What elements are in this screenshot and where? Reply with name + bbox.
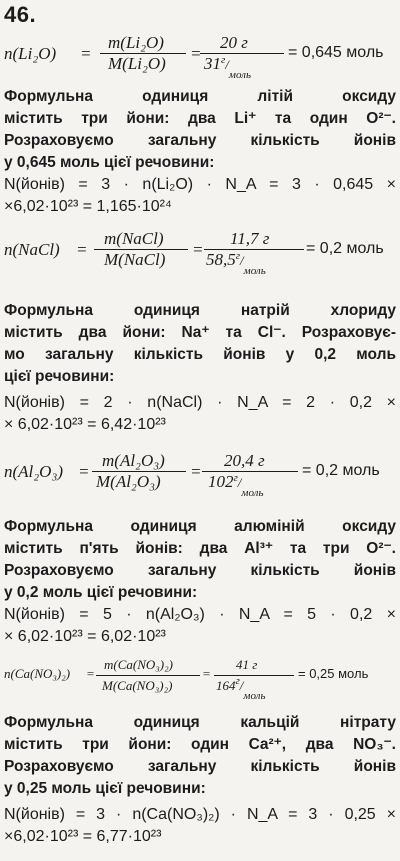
formula-equals: =: [80, 44, 92, 63]
fraction-bar: [214, 675, 294, 676]
formula-result: = 0,645 моль: [288, 44, 384, 61]
ion-line: ×6,02·10²³ = 6,77·10²³: [4, 828, 162, 845]
formula-lhs: n(Li₂O): [4, 44, 57, 63]
formula-equals: =: [202, 666, 211, 681]
ion-calculation-cano32: [4, 804, 396, 848]
formula-equals: =: [192, 240, 204, 259]
problem-number: 46.: [4, 2, 37, 27]
ion-line: N(йонів) = 3 · n(Ca(NO₃)₂) · N_A = 3 · 0,25 ×: [4, 806, 396, 823]
formula-result: = 0,2 моль: [302, 462, 380, 479]
formula-lhs: n(Al₂O₃): [4, 462, 64, 481]
text-line: містить два йони: Na⁺ та Cl⁻. Розраховує-: [4, 324, 396, 341]
formula-cano32: [4, 656, 396, 702]
value-numerator: 20,4 г: [224, 451, 265, 470]
explanation-li2o: [4, 86, 396, 174]
ion-line: N(йонів) = 5 · n(Al₂O₃) · N_A = 5 · 0,2 ×: [4, 606, 396, 623]
text-line: Формульна одиниця натрій хлориду: [4, 302, 396, 319]
ion-calculation-li2o: [4, 174, 396, 218]
value-denominator: $58,5^г/_{моль}$: [206, 250, 266, 277]
text-line: Розраховуємо загальну кількість йонів: [4, 758, 396, 775]
text-line: містить п'ять йонів: два Al³⁺ та три O²⁻.: [4, 540, 396, 557]
value-numerator: 41 г: [236, 657, 258, 672]
text-line: у 0,25 моль цієї речовини:: [4, 780, 206, 797]
fraction-denominator: M(Li₂O): [108, 54, 166, 73]
formula-lhs: n(NaCl): [4, 240, 60, 259]
formula-nacl: [4, 229, 396, 277]
text-line: у 0,2 моль цієї речовини:: [4, 584, 198, 601]
fraction-numerator: m(Li₂O): [108, 33, 164, 52]
text-line: Формульна одиниця кальцій нітрату: [4, 714, 396, 731]
formula-equals: =: [78, 462, 90, 481]
value-denominator: $164^г/_{моль}$: [216, 675, 266, 702]
value-numerator: 11,7 г: [230, 229, 270, 248]
formula-result: = 0,2 моль: [306, 240, 384, 257]
explanation-al2o3: [4, 516, 396, 604]
formula-lhs: n(Ca(NO₃)₂): [4, 666, 71, 681]
ion-line: N(йонів) = 2 · n(NaCl) · N_A = 2 · 0,2 ×: [4, 394, 396, 411]
formula-li2o: [4, 33, 396, 81]
ion-line: ×6,02·10²³ = 1,165·10²⁴: [4, 198, 172, 215]
value-denominator: $102^г/_{моль}$: [208, 472, 264, 499]
ion-calculation-nacl: [4, 392, 396, 436]
formula-al2o3: [4, 451, 396, 499]
ion-line: × 6,02·10²³ = 6,42·10²³: [4, 416, 166, 433]
formula-equals: =: [190, 44, 202, 63]
formula-result: = 0,25 моль: [298, 666, 369, 681]
text-line: Формульна одиниця літій оксиду: [4, 88, 396, 105]
ion-line: × 6,02·10²³ = 6,02·10²³: [4, 628, 166, 645]
explanation-nacl: [4, 300, 396, 388]
fraction-numerator: m(Ca(NO₃)₂): [104, 657, 173, 672]
text-line: мо загальну кількість йонів у 0,2 моль: [4, 346, 396, 363]
text-line: Формульна одиниця алюміній оксиду: [4, 518, 396, 535]
fraction-numerator: m(NaCl): [104, 229, 164, 248]
formula-equals: =: [190, 462, 202, 481]
explanation-cano32: [4, 712, 396, 800]
ion-line: N(йонів) = 3 · n(Li₂O) · N_A = 3 · 0,645 ×: [4, 176, 396, 193]
text-line: Розраховуємо загальну кількість йонів: [4, 132, 396, 149]
fraction-denominator: M(Al₂O₃): [96, 472, 161, 491]
text-line: у 0,645 моль цієї речовини:: [4, 154, 215, 171]
fraction-denominator: M(NaCl): [104, 250, 166, 269]
value-numerator: 20 г: [220, 33, 248, 52]
formula-equals: =: [86, 666, 95, 681]
text-line: містить три йони: два Li⁺ та один O²⁻.: [4, 110, 396, 127]
text-line: цієї речовини:: [4, 368, 115, 385]
formula-equals: =: [76, 240, 88, 259]
fraction-denominator: M(Ca(NO₃)₂): [102, 678, 173, 693]
fraction-bar: [96, 675, 200, 676]
text-line: Розраховуємо загальну кількість йонів: [4, 562, 396, 579]
value-denominator: $31^г/_{моль}$: [204, 54, 251, 81]
ion-calculation-al2o3: [4, 604, 396, 648]
fraction-numerator: m(Al₂O₃): [102, 451, 165, 470]
text-line: містить три йони: один Ca²⁺, два NO₃⁻.: [4, 736, 396, 753]
